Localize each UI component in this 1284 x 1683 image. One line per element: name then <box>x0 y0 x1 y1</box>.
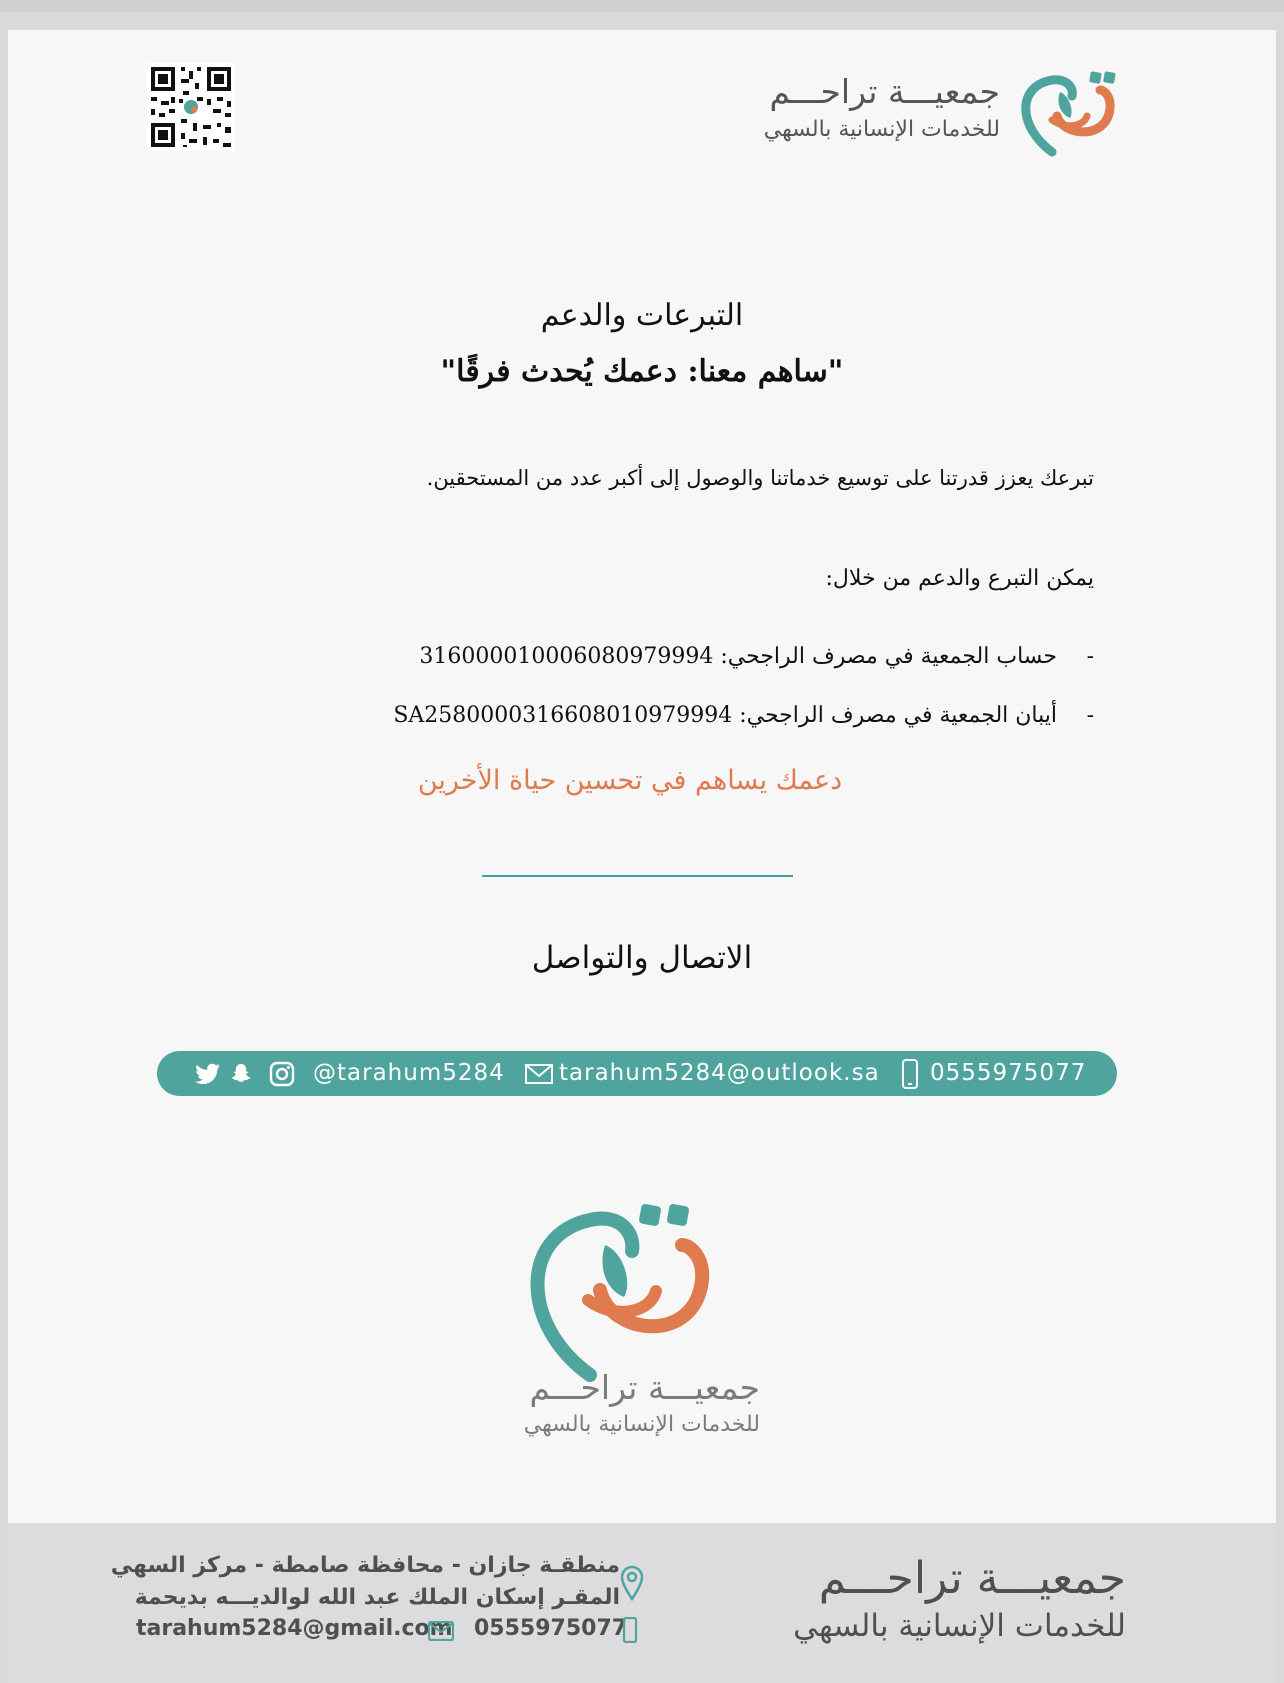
logo-icon <box>510 1195 750 1385</box>
snapchat-icon[interactable] <box>229 1051 253 1096</box>
center-logo-name: جمعيـــة تراحـــم <box>529 1368 760 1407</box>
footer-org-name: جمعيـــة تراحـــم <box>818 1553 1126 1604</box>
list-item <box>419 644 1094 669</box>
top-strip <box>0 0 1284 12</box>
intro-text: تبرعك يعزز قدرتنا على توسيع خدماتنا والوصول إلى أكبر عدد من المستحقين. <box>426 466 1094 490</box>
list-item <box>393 703 1094 728</box>
account-number: 316000010006080979994 <box>419 644 714 669</box>
logo-icon <box>1012 66 1122 158</box>
iban-label: أيبان الجمعية في مصرف الراجحي: <box>739 703 1057 728</box>
instagram-icon[interactable] <box>269 1051 295 1096</box>
phone-icon <box>622 1617 638 1647</box>
phone-icon <box>901 1051 919 1096</box>
header-logo <box>1012 66 1122 158</box>
location-pin-icon <box>620 1565 644 1605</box>
twitter-icon[interactable] <box>195 1051 221 1096</box>
page-subtitle: "ساهم معنا: دعمك يُحدث فرقًا" <box>440 354 844 389</box>
mail-icon <box>428 1621 454 1645</box>
email-link[interactable]: tarahum5284@outlook.sa <box>559 1060 880 1086</box>
header-org-name: جمعيـــة تراحـــم <box>769 72 1000 111</box>
footer-address-line2: المقـر إسكان الملك عبد الله لوالديـــه بديحمة <box>134 1585 620 1610</box>
phone-number[interactable]: 0555975077 <box>930 1060 1087 1086</box>
account-label: حساب الجمعية في مصرف الراجحي: <box>720 644 1057 669</box>
donation-ways-text: يمكن التبرع والدعم من خلال: <box>825 566 1094 591</box>
footer-address-line1: منطقـة جازان - محافظة صامطة - مركز السهي <box>110 1553 620 1578</box>
qr-code <box>147 63 235 151</box>
mail-icon <box>525 1051 553 1096</box>
footer <box>8 1523 1276 1683</box>
slogan-text: دعمك يساهم في تحسين حياة الأخرين <box>417 765 843 796</box>
contact-title: الاتصال والتواصل <box>531 940 753 976</box>
list-dash: - <box>1086 644 1094 669</box>
page-title: التبرعات والدعم <box>540 298 744 333</box>
footer-phone[interactable]: 0555975077 <box>474 1616 628 1641</box>
header-org-subtitle: للخدمات الإنسانية بالسهي <box>763 117 1000 142</box>
list-dash: - <box>1086 703 1094 728</box>
contact-bar <box>157 1051 1117 1096</box>
footer-org-subtitle: للخدمات الإنسانية بالسهي <box>793 1608 1126 1644</box>
center-logo-subtitle: للخدمات الإنسانية بالسهي <box>523 1412 760 1437</box>
footer-email[interactable]: tarahum5284@gmail.com <box>136 1616 453 1641</box>
divider <box>482 875 793 877</box>
social-handle[interactable]: @tarahum5284 <box>313 1060 505 1086</box>
center-logo <box>510 1195 750 1445</box>
iban-number: SA2580000316608010979994 <box>393 703 733 728</box>
